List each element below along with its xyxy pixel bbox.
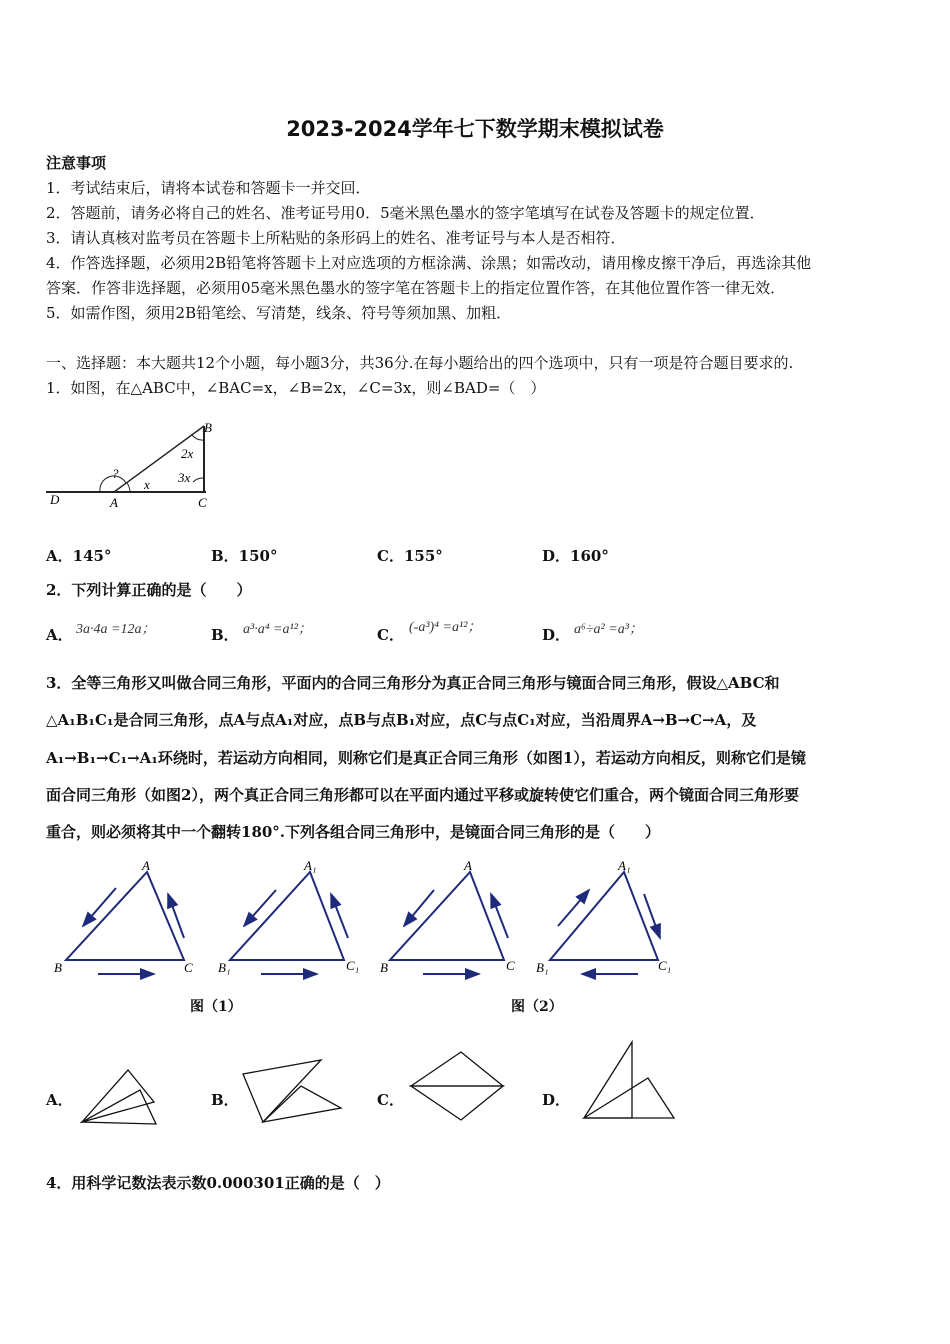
fig-label-b1: B₁ bbox=[536, 960, 549, 975]
notice-item: 1．考试结束后，请将本试卷和答题卡一并交回． bbox=[46, 179, 371, 197]
q1-option-a[interactable]: A．145° bbox=[46, 547, 112, 565]
angle-label-3x: 3x bbox=[178, 470, 191, 485]
notice-item: 3．请认真核对监考员在答题卡上所粘贴的条形码上的姓名、准考证号与本人是否相符． bbox=[46, 229, 626, 247]
notice-item: 答案．作答非选择题，必须用05毫米黑色墨水的签字笔在答题卡上的指定位置作答，在其他位置作答一律无效． bbox=[46, 279, 786, 297]
q2-expr-b: a³·a⁴ =a¹²； bbox=[243, 622, 312, 637]
fig-label-a1: A₁ bbox=[304, 858, 317, 873]
fig-label-a: A bbox=[464, 858, 472, 873]
fig-label-b: B bbox=[380, 960, 388, 975]
notice-item: 4．作答选择题，必须用2B铅笔将答题卡上对应选项的方框涂满、涂黑；如需改动，请用橡皮擦干净后，再选涂其他 bbox=[46, 254, 812, 272]
section-heading: 一、选择题：本大题共12个小题，每小题3分，共36分.在每小题给出的四个选项中，只有一项是符合题目要求的. bbox=[46, 354, 794, 372]
q3-reference-figures bbox=[46, 856, 706, 986]
q3-option-a[interactable]: A． bbox=[46, 1091, 73, 1109]
fig-label-c1: C₁ bbox=[658, 958, 672, 973]
question-3-line: △A₁B₁C₁是合同三角形，点A与点A₁对应，点B与点B₁对应，点C与点C₁对应，当沿周界A→B→C→A，及 bbox=[46, 711, 757, 729]
fig-label-c1: C₁ bbox=[346, 958, 360, 973]
q3-option-b-figure bbox=[241, 1058, 343, 1124]
q1-option-b[interactable]: B．150° bbox=[211, 547, 278, 565]
fig-label-b1: B₁ bbox=[218, 960, 231, 975]
question-3-line: A₁→B₁→C₁→A₁环绕时，若运动方向相同，则称它们是真正合同三角形（如图1），若运动方向相反，则称它们是镜 bbox=[46, 749, 806, 767]
q2-option-d[interactable]: D． bbox=[542, 626, 571, 644]
point-label-c: C bbox=[198, 495, 207, 510]
question-3-line: 面合同三角形（如图2），两个真正合同三角形都可以在平面内通过平移或旋转使它们重合，两个镜面合同三角形要 bbox=[46, 786, 799, 804]
q3-option-c-figure bbox=[409, 1050, 505, 1124]
angle-label-x: x bbox=[144, 477, 150, 492]
q2-expr-d: a⁶÷a² =a³； bbox=[574, 622, 643, 637]
fig-label-a1: A₁ bbox=[618, 858, 631, 873]
question-1-stem: 1．如图，在△ABC中，∠BAC=x，∠B=2x，∠C=3x，则∠BAD=（ ） bbox=[46, 379, 546, 397]
question-3-line: 3．全等三角形又叫做合同三角形，平面内的合同三角形分为真正合同三角形与镜面合同三角形，假设△ABC和 bbox=[46, 674, 780, 692]
point-label-a: A bbox=[110, 495, 118, 510]
q1-option-c[interactable]: C．155° bbox=[377, 547, 443, 565]
point-label-b: B bbox=[204, 420, 212, 435]
q3-option-d-figure bbox=[582, 1040, 678, 1122]
q2-option-c[interactable]: C． bbox=[377, 626, 404, 644]
q3-option-d[interactable]: D． bbox=[542, 1091, 571, 1109]
q2-expr-c: (-a³)⁴ =a¹²； bbox=[409, 620, 482, 635]
q1-option-d[interactable]: D．160° bbox=[542, 547, 609, 565]
point-label-d: D bbox=[50, 492, 60, 507]
q3-option-c[interactable]: C． bbox=[377, 1091, 404, 1109]
figure-caption-1: 图（1） bbox=[190, 999, 242, 1015]
angle-label-2x: 2x bbox=[181, 446, 194, 461]
q2-option-a[interactable]: A． bbox=[46, 626, 73, 644]
q2-expr-a: 3a·4a =12a； bbox=[76, 622, 156, 637]
figure-caption-2: 图（2） bbox=[511, 999, 563, 1015]
page-title: 2023-2024学年七下数学期末模拟试卷 bbox=[286, 117, 664, 141]
question-3-line: 重合，则必须将其中一个翻转180°.下列各组合同三角形中，是镜面合同三角形的是（ ） bbox=[46, 823, 661, 841]
question-4-stem: 4．用科学记数法表示数0.000301正确的是（ ） bbox=[46, 1174, 390, 1192]
fig-label-b: B bbox=[54, 960, 62, 975]
question-2-stem: 2．下列计算正确的是（ ） bbox=[46, 581, 252, 599]
fig-label-a: A bbox=[142, 858, 150, 873]
angle-label-question: ? bbox=[112, 466, 119, 481]
fig-label-c: C bbox=[184, 960, 193, 975]
notice-item: 2．答题前，请务必将自己的姓名、准考证号用0．5毫米黑色墨水的签字笔填写在试卷及答题卡的规定位置． bbox=[46, 204, 765, 222]
notice-heading: 注意事项 bbox=[46, 154, 107, 172]
fig-label-c: C bbox=[506, 958, 515, 973]
q3-option-b[interactable]: B． bbox=[211, 1091, 239, 1109]
notice-item: 5．如需作图，须用2B铅笔绘、写清楚，线条、符号等须加黑、加粗． bbox=[46, 304, 512, 322]
q1-figure bbox=[46, 416, 226, 516]
q2-option-b[interactable]: B． bbox=[211, 626, 239, 644]
q3-option-a-figure bbox=[80, 1068, 160, 1126]
